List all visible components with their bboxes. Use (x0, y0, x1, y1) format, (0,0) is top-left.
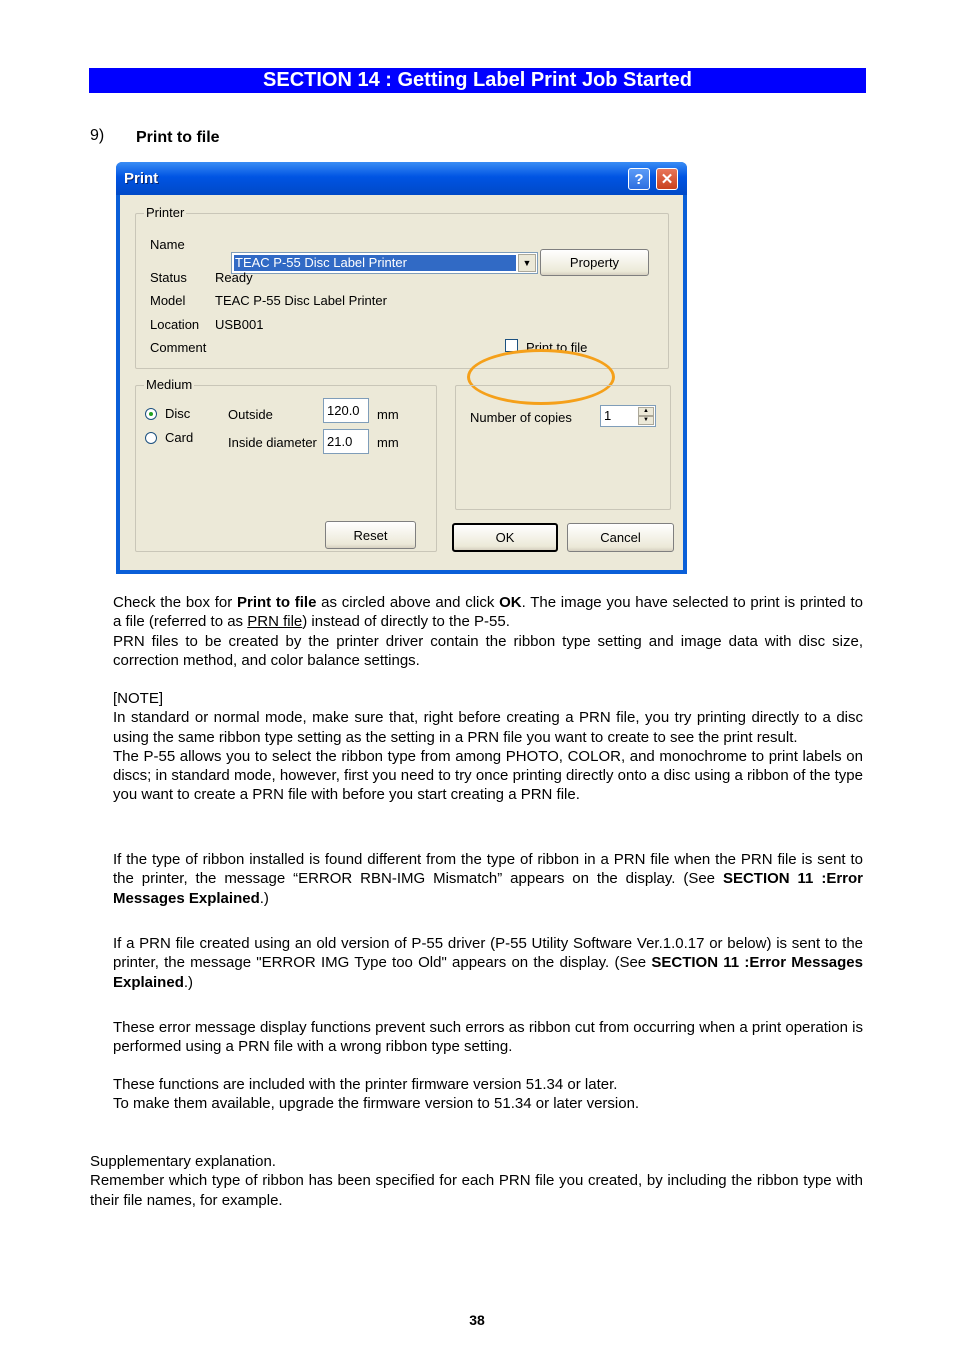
card-radio[interactable] (145, 432, 157, 444)
outside-unit: mm (377, 407, 399, 422)
note-block: [NOTE] In standard or normal mode, make sure that, right before creating a PRN file, you try printing directly to a disc using the same ribbon type setting as the setting in a PRN file you want to create to see the print result. The P-55 allows you to select the ribbon type from among PHOTO, COLOR, and monochrome to print labels on discs; in standard mode, however, first you need to try once printing directly onto a disc using a ribbon of the type you want to create a PRN file with before you start creating a PRN file. (113, 690, 863, 804)
status-label: Status (150, 270, 187, 285)
paragraph-intro: Check the box for Print to file as circled above and click OK. The image you have selected to print is printed to a file (referred to as PRN file) instead of directly to the P-55. PRN files to be created by the printer driver contain the ribbon type setting and image data with disc size, correction method, and color balance settings. (113, 594, 863, 669)
spin-buttons (638, 407, 654, 425)
ok-button[interactable]: OK (452, 523, 558, 552)
note-heading: [NOTE] (113, 690, 164, 707)
printer-group (135, 205, 669, 369)
chevron-down-icon[interactable]: ▼ (518, 254, 536, 272)
inside-diameter-input[interactable] (323, 429, 369, 454)
disc-radio[interactable] (145, 408, 157, 420)
cancel-button[interactable]: Cancel (567, 523, 674, 552)
property-button[interactable]: Property (540, 249, 649, 276)
spin-up-icon[interactable]: ▲ (638, 407, 654, 416)
copies-value: 1 (604, 408, 612, 423)
medium-group (135, 377, 437, 552)
step-title: Print to file (136, 129, 220, 146)
copies-spinner[interactable] (600, 405, 656, 427)
step-number: 9) (90, 127, 105, 144)
model-value: TEAC P-55 Disc Label Printer (215, 293, 387, 308)
copies-label: Number of copies (470, 410, 572, 425)
section-title: SECTION 14 : Getting Label Print Job Started (89, 68, 866, 93)
supplementary-explanation: Supplementary explanation. Remember which type of ribbon has been specified for each PRN file you created, by including the ribbon type with their file names, for example. (90, 1153, 863, 1209)
printer-group-label: Printer (146, 205, 185, 220)
paragraph-old-version: If a PRN file created using an old version of P-55 driver (P-55 Utility Software Ver.1.0.17 or below) is sent to the printer, the message "ERROR IMG Type too Old" appears on the display. (See SECTION 11 :Error Messages Explained.) (113, 935, 863, 991)
print-to-file-label[interactable]: Print to file (526, 340, 588, 355)
name-label: Name (150, 237, 185, 252)
status-value: Ready (215, 270, 253, 285)
paragraph-mismatch: If the type of ribbon installed is found different from the type of ribbon in a PRN file when the PRN file is sent to the printer, the message “ERROR RBN-IMG Mismatch” appears on the display. (See SECTION 11 :Error Messages Explained.) (113, 851, 863, 907)
dialog-client (120, 195, 683, 570)
printer-name-select[interactable] (231, 252, 538, 274)
model-label: Model (150, 293, 186, 308)
card-label[interactable]: Card (165, 430, 194, 445)
copies-group (455, 385, 671, 510)
location-label: Location (150, 317, 200, 332)
reset-button[interactable]: Reset (325, 521, 416, 549)
medium-group-label: Medium (146, 377, 193, 392)
spin-down-icon[interactable]: ▼ (638, 416, 654, 425)
prn-file-link[interactable]: PRN file (247, 613, 303, 631)
dialog-title: Print (124, 170, 159, 187)
help-icon[interactable]: ? (628, 168, 650, 190)
print-dialog (116, 162, 687, 574)
printer-name-value: TEAC P-55 Disc Label Printer (234, 255, 516, 271)
outside-label: Outside (228, 407, 273, 422)
outside-input[interactable] (323, 398, 369, 423)
comment-label: Comment (150, 340, 207, 355)
location-value: USB001 (215, 317, 264, 332)
dialog-titlebar (116, 162, 687, 195)
disc-label[interactable]: Disc (165, 406, 191, 421)
inside-diameter-label: Inside diameter (228, 435, 317, 450)
paragraph-error-functions: These error message display functions prevent such errors as ribbon cut from occurring when a print operation is performed using a PRN file with a wrong ribbon type setting. (113, 1019, 863, 1056)
paragraph-firmware: These functions are included with the printer firmware version 51.34 or later. To make them available, upgrade the firmware version to 51.34 or later version. (113, 1076, 640, 1113)
close-icon[interactable]: ✕ (656, 168, 678, 190)
inside-diameter-unit: mm (377, 435, 399, 450)
page-number: 38 (469, 1312, 485, 1328)
